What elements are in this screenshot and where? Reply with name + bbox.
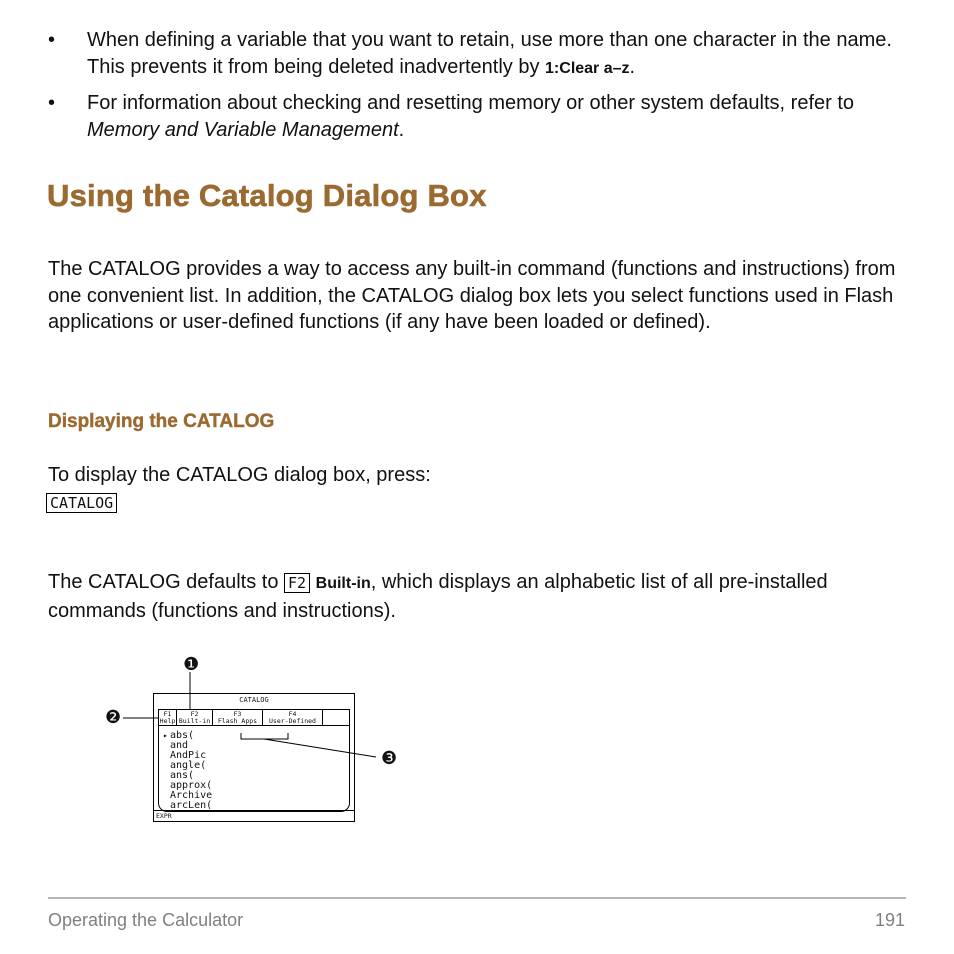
callout-1-icon: ❶ [183, 654, 200, 675]
footer-divider [48, 897, 906, 899]
screen-title: CATALOG [239, 696, 269, 704]
bullet-symbol: • [48, 92, 56, 114]
intro-paragraph: The CATALOG provides a way to access any built-in command (functions and instructions) from one convenient list. In addition, the CATALOG dialog box lets you select functions used in Flash applications or user-defined functions (if any have been loaded or defined). [48, 258, 896, 333]
page-number: 191 [874, 910, 905, 930]
section-heading: Using the Catalog Dialog Box [47, 178, 487, 213]
callout-3-icon: ❸ [381, 748, 398, 769]
tab-flash-apps[interactable]: F3 Flash Apps [213, 710, 263, 725]
subsection-heading: Displaying the CATALOG [48, 411, 275, 432]
list-item[interactable]: approx( [170, 780, 213, 791]
list-item[interactable]: AndPic [170, 750, 207, 761]
callout-2-icon: ❷ [105, 707, 122, 728]
menu-command: 1:Clear a–z [545, 59, 630, 77]
bullet-symbol: • [48, 29, 56, 51]
list-item[interactable]: arcLen( [170, 800, 213, 811]
status-line: EXPR [154, 810, 354, 821]
tab-built-in[interactable]: F2 Built-in [177, 710, 213, 725]
tab-user-defined[interactable]: F4 User-Defined [263, 710, 323, 725]
f2-key: F2 [284, 573, 310, 593]
list-item[interactable]: abs( [170, 730, 195, 741]
tab-help[interactable]: F1 Help [159, 710, 176, 725]
list-item[interactable]: ans( [170, 770, 195, 781]
built-in-label: Built-in [315, 575, 371, 592]
catalog-key: CATALOG [46, 493, 117, 513]
defaults-paragraph: The CATALOG defaults to F2 Built-in, which displays an alphabetic list of all pre-installed commands (functions and instructions). [48, 571, 828, 622]
list-item[interactable]: and [170, 740, 189, 751]
footer-title: Operating the Calculator [48, 910, 244, 930]
display-instruction: To display the CATALOG dialog box, press: [48, 464, 431, 486]
list-item[interactable]: Archive [170, 790, 213, 801]
cross-reference: Memory and Variable Management [87, 118, 399, 141]
list-item[interactable]: angle( [170, 760, 207, 771]
selection-cursor-icon: ▸ [163, 731, 168, 740]
bullet-paragraph: For information about checking and resetting memory or other system defaults, refer to Memory and Variable Management. [87, 92, 855, 141]
bullet-paragraph: When defining a variable that you want to retain, use more than one character in the name. This prevents it from being deleted inadvertently by 1:Clear a–z. [87, 29, 892, 78]
